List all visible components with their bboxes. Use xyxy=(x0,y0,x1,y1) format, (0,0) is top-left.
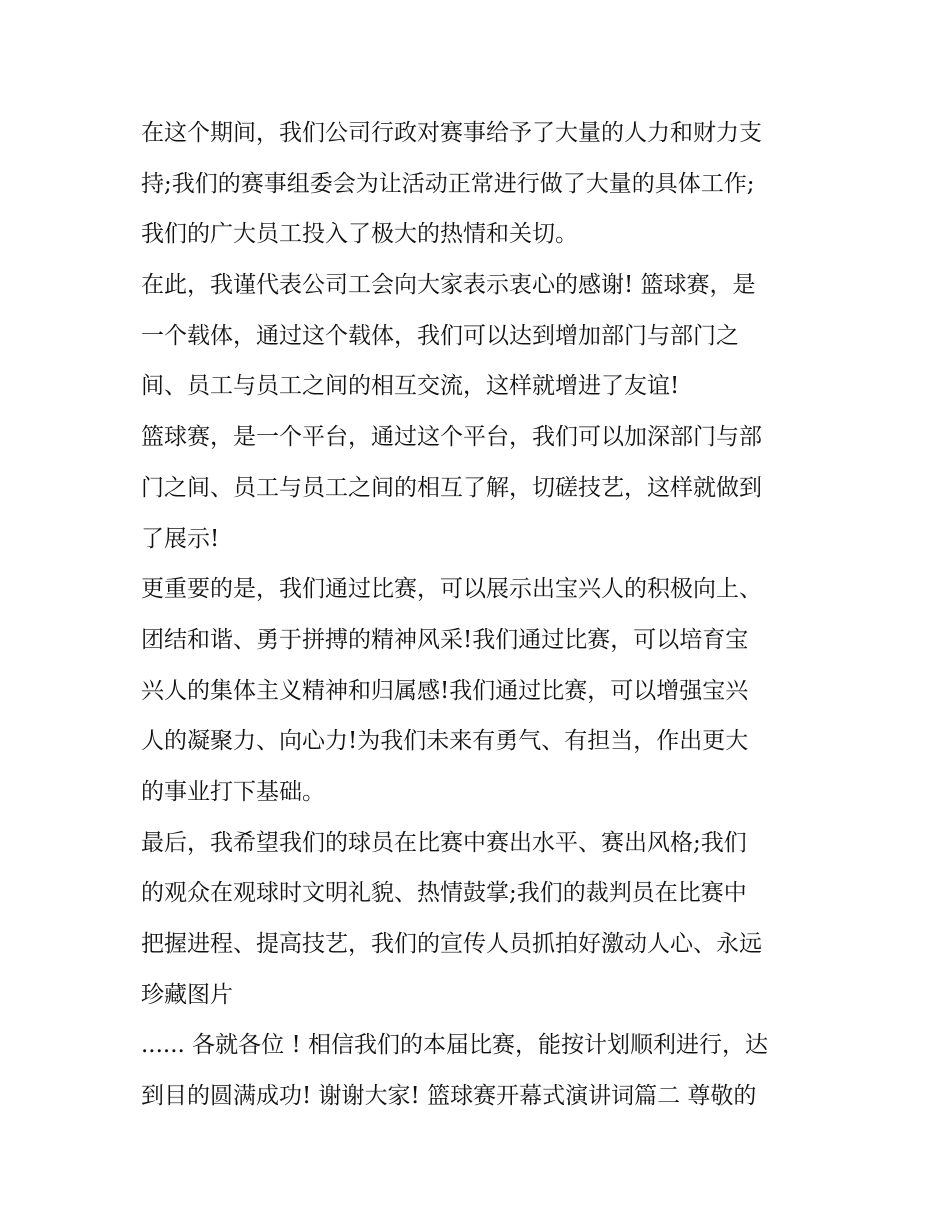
text-line: 最后，我希望我们的球员在比赛中赛出水平、赛出风格;我们 xyxy=(141,829,747,856)
text-line: ...... 各就各位 ! 相信我们的本届比赛，能按计划顺利进行，达 xyxy=(141,1032,769,1059)
text-line: 了展示! xyxy=(141,525,220,552)
text-line: 把握进程、提高技艺，我们的宣传人员抓拍好激动人心、永远 xyxy=(141,931,762,957)
text-line: 在这个期间，我们公司行政对赛事给予了大量的人力和财力支 xyxy=(141,120,762,146)
text-line: 的事业打下基础。 xyxy=(141,778,325,805)
text-line: 持;我们的赛事组委会为让活动正常进行做了大量的具体工作; xyxy=(141,170,755,197)
text-line: 一个载体，通过这个载体，我们可以达到增加部门与部门之 xyxy=(141,322,739,349)
text-line: 人的凝聚力、向心力!为我们未来有勇气、有担当，作出更大 xyxy=(141,728,749,755)
text-line: 间、员工与员工之间的相互交流，这样就增进了友谊! xyxy=(141,373,680,400)
text-line: 我们的广大员工投入了极大的热情和关切。 xyxy=(141,221,578,248)
text-line: 兴人的集体主义精神和归属感!我们通过比赛，可以增强宝兴 xyxy=(141,677,749,704)
text-line: 更重要的是，我们通过比赛，可以展示出宝兴人的积极向上、 xyxy=(141,576,762,603)
text-line: 门之间、员工与员工之间的相互了解，切磋技艺，这样就做到 xyxy=(141,474,762,501)
text-line: 到目的圆满成功! 谢谢大家! 篮球赛开幕式演讲词篇二 尊敬的 xyxy=(141,1083,757,1110)
text-line: 篮球赛，是一个平台，通过这个平台，我们可以加深部门与部 xyxy=(141,424,762,451)
text-line: 的观众在观球时文明礼貌、热情鼓掌;我们的裁判员在比赛中 xyxy=(141,880,747,907)
text-line: 珍藏图片 xyxy=(141,981,233,1008)
text-line: 团结和谐、勇于拼搏的精神风采!我们通过比赛，可以培育宝 xyxy=(141,626,749,653)
text-line: 在此，我谨代表公司工会向大家表示衷心的感谢! 篮球赛，是 xyxy=(141,272,756,299)
body-text xyxy=(141,108,831,1122)
